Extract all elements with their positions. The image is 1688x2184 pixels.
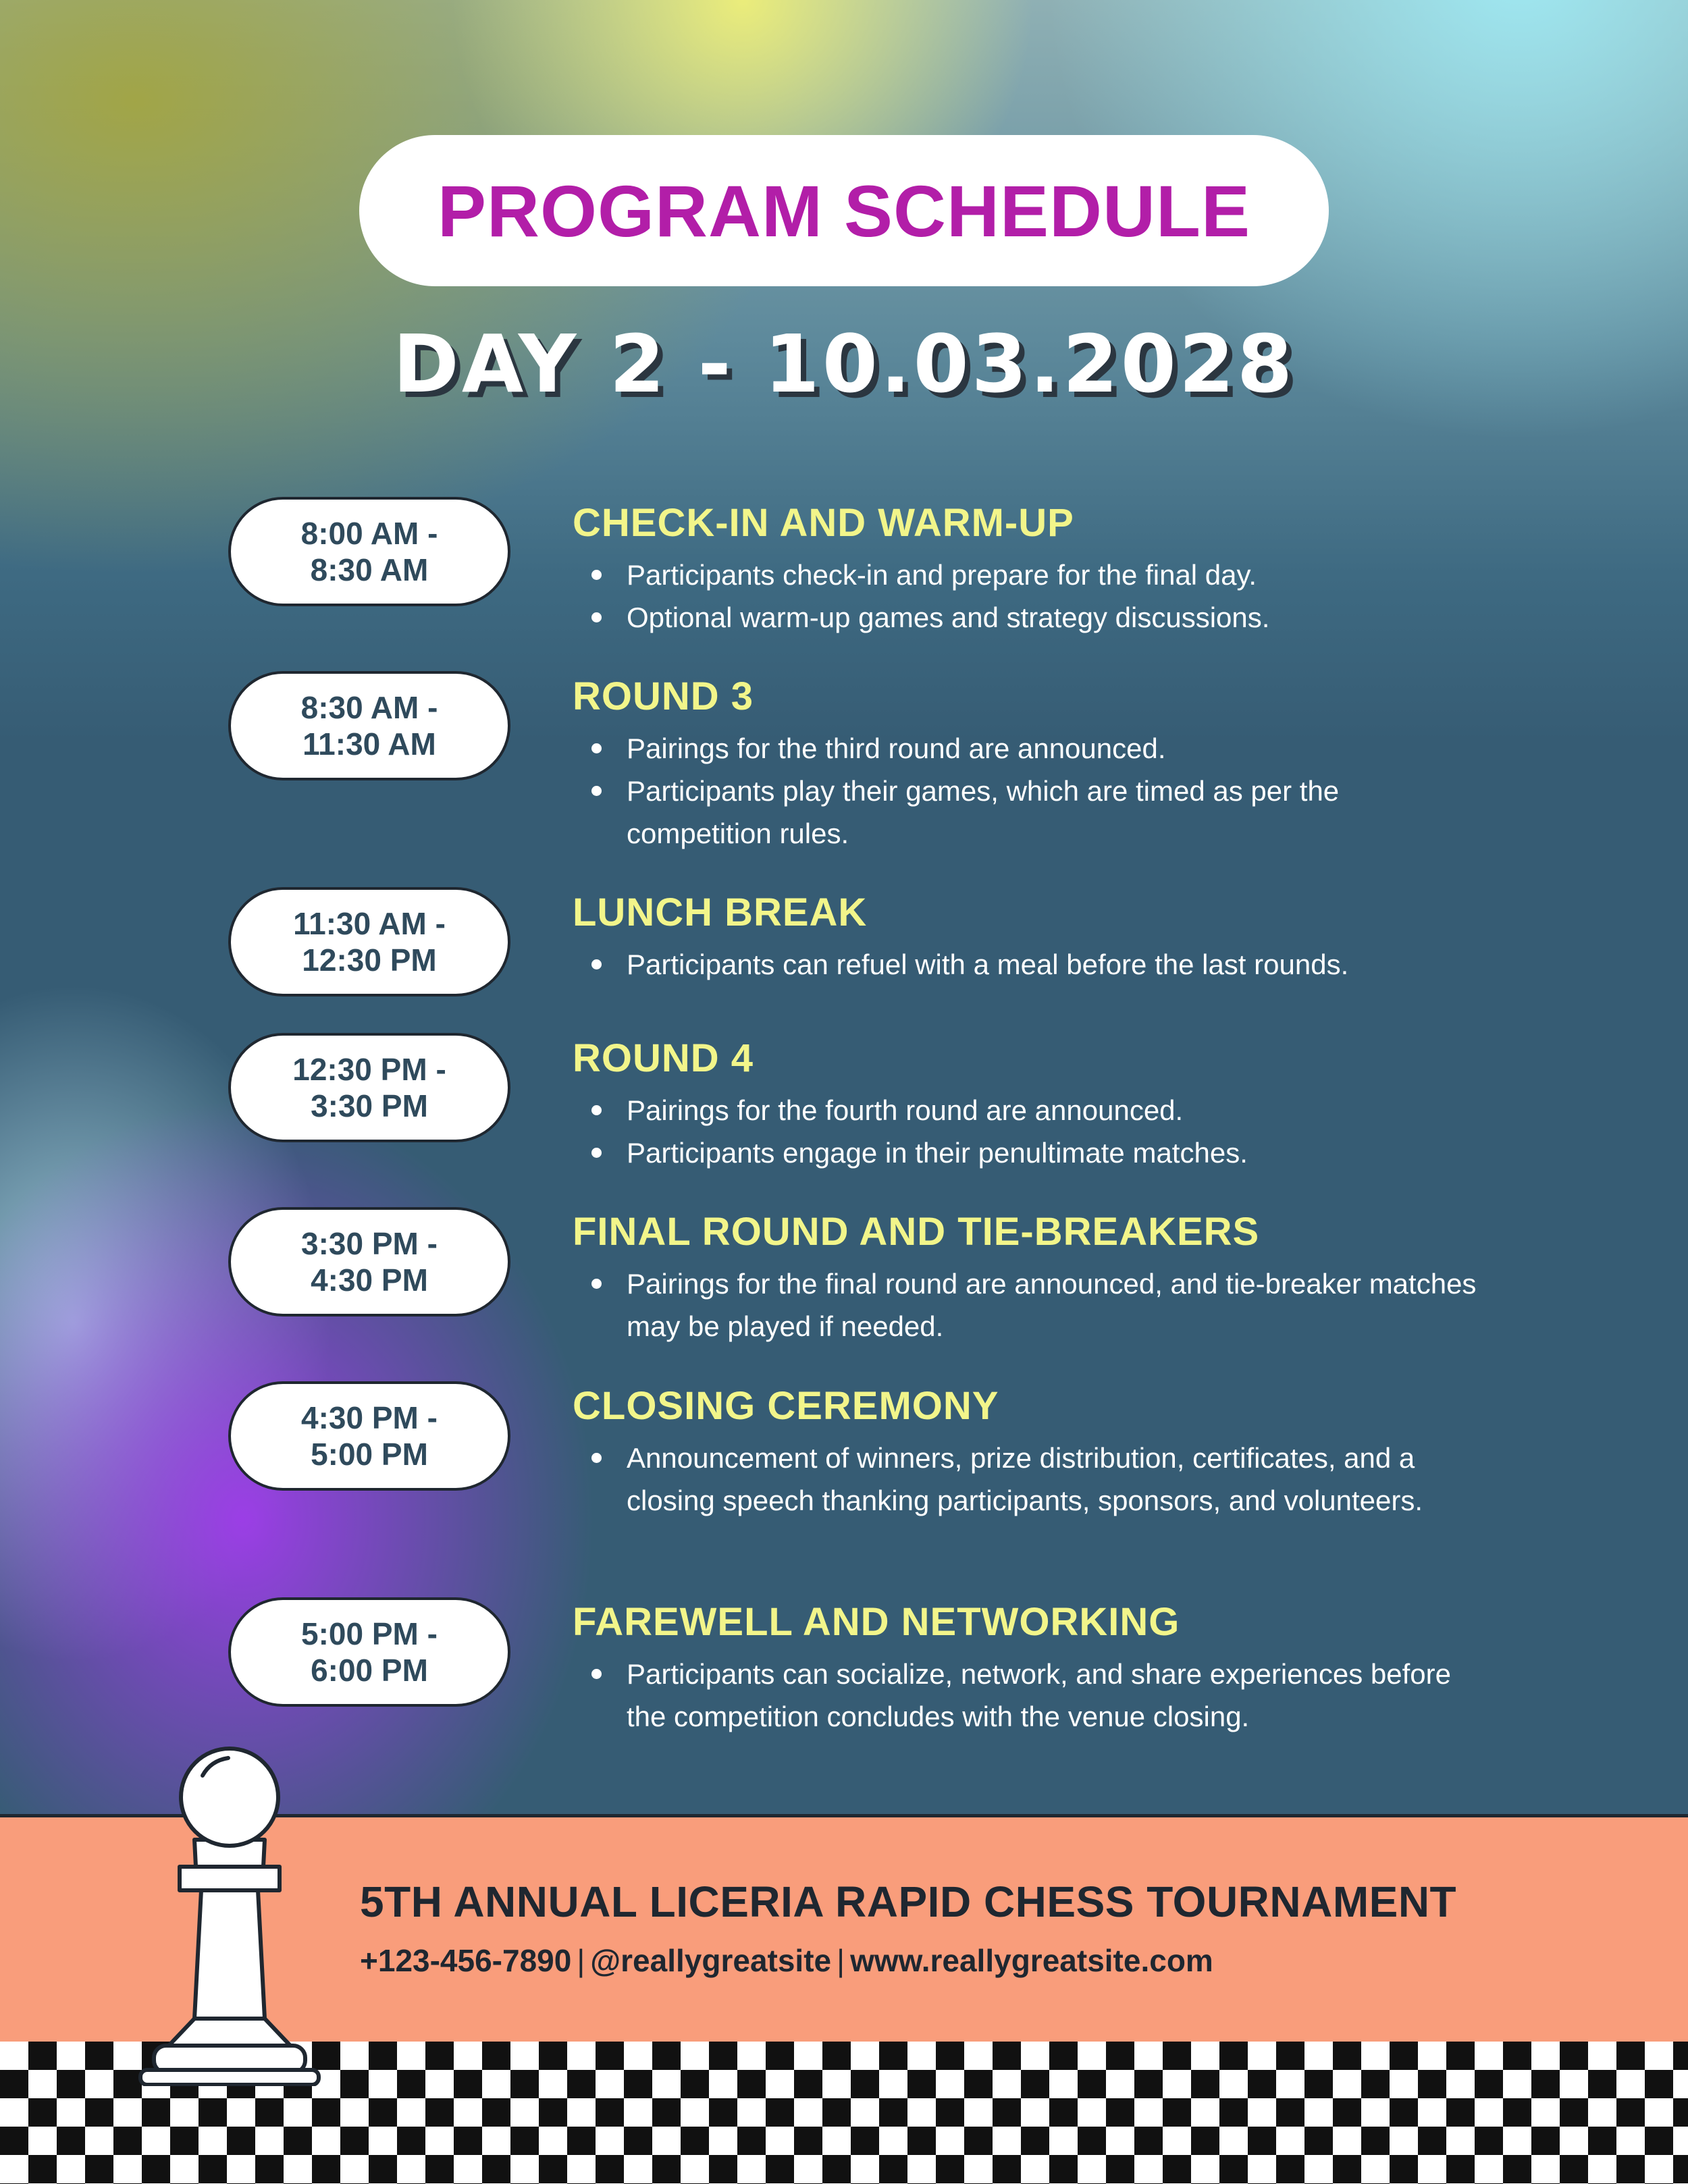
bullet-dot-icon xyxy=(591,1148,602,1158)
time-end: 6:00 PM xyxy=(311,1653,428,1688)
event-bullet xyxy=(573,1089,1491,1131)
bullet-text: Pairings for the third round are announced. xyxy=(627,733,1166,764)
bullet-dot-icon xyxy=(591,612,602,622)
schedule-item xyxy=(573,1383,1491,1522)
time-start: 3:30 PM - xyxy=(301,1226,438,1261)
event-bullets xyxy=(573,554,1491,639)
day-date-heading: DAY 2 - 10.03.2028 xyxy=(392,317,1296,410)
event-bullets xyxy=(573,1089,1491,1174)
time-slot-pill xyxy=(228,1381,510,1491)
bullet-dot-icon xyxy=(591,1105,602,1115)
event-bullets xyxy=(573,1262,1491,1348)
bullet-dot-icon xyxy=(591,1279,602,1289)
bullet-text: Participants check-in and prepare for the final day. xyxy=(627,559,1257,591)
event-title: FAREWELL AND NETWORKING xyxy=(573,1600,1180,1644)
event-bullet xyxy=(573,1437,1491,1522)
time-slot-pill xyxy=(228,671,510,780)
event-title: ROUND 3 xyxy=(573,674,754,718)
title-pill xyxy=(359,135,1329,286)
time-end: 5:00 PM xyxy=(311,1437,428,1472)
bullet-text: Pairings for the final round are announced, and tie-breaker matches may be played if needed. xyxy=(627,1268,1477,1342)
event-bullet xyxy=(573,596,1491,639)
event-bullet xyxy=(573,1653,1491,1738)
bullet-dot-icon xyxy=(591,959,602,969)
event-bullet xyxy=(573,770,1491,855)
time-end: 8:30 AM xyxy=(310,552,429,587)
page-title: PROGRAM SCHEDULE xyxy=(437,169,1251,252)
time-slot-pill xyxy=(228,497,510,606)
bullet-dot-icon xyxy=(591,743,602,753)
bullet-dot-icon xyxy=(591,570,602,580)
bullet-text: Announcement of winners, prize distribution, certificates, and a closing speech thanking participants, sponsors, and volunteers. xyxy=(627,1442,1423,1516)
time-slot-pill xyxy=(228,1033,510,1142)
bullet-text: Participants can refuel with a meal before the last rounds. xyxy=(627,949,1349,980)
social-handle: @reallygreatsite xyxy=(590,1943,832,1978)
event-title: FINAL ROUND AND TIE-BREAKERS xyxy=(573,1210,1260,1254)
event-bullets xyxy=(573,1653,1491,1738)
time-start: 4:30 PM - xyxy=(301,1400,438,1435)
event-bullet xyxy=(573,554,1491,596)
bullet-dot-icon xyxy=(591,786,602,796)
schedule-item xyxy=(573,673,1491,855)
time-slot-pill xyxy=(228,887,510,996)
schedule-item xyxy=(573,1208,1491,1348)
separator: | xyxy=(577,1943,585,1978)
event-title: CHECK-IN AND WARM-UP xyxy=(573,501,1074,545)
bullet-dot-icon xyxy=(591,1453,602,1463)
event-bullet xyxy=(573,943,1491,986)
bullet-text: Participants play their games, which are timed as per the competition rules. xyxy=(627,775,1340,849)
website-link: www.reallygreatsite.com xyxy=(850,1943,1213,1978)
schedule-item xyxy=(573,1035,1491,1174)
time-slot-pill xyxy=(228,1207,510,1316)
bullet-text: Pairings for the fourth round are announced. xyxy=(627,1094,1184,1126)
time-start: 8:30 AM - xyxy=(300,690,438,725)
chess-pawn-icon xyxy=(122,1735,338,2086)
event-bullets xyxy=(573,1437,1491,1522)
time-end: 4:30 PM xyxy=(311,1262,428,1298)
event-bullet xyxy=(573,727,1491,770)
time-start: 8:00 AM - xyxy=(300,516,438,551)
event-title: LUNCH BREAK xyxy=(573,890,868,934)
tournament-name: 5TH ANNUAL LICERIA RAPID CHESS TOURNAMENT xyxy=(360,1877,1457,1926)
schedule-item xyxy=(573,889,1491,986)
event-bullets xyxy=(573,943,1491,986)
bullet-dot-icon xyxy=(591,1669,602,1679)
event-bullet xyxy=(573,1131,1491,1174)
time-start: 5:00 PM - xyxy=(301,1616,438,1651)
time-end: 12:30 PM xyxy=(302,942,437,978)
schedule-item xyxy=(573,1599,1491,1738)
bullet-text: Participants engage in their penultimate matches. xyxy=(627,1137,1248,1169)
contact-line xyxy=(360,1942,1213,1979)
event-bullets xyxy=(573,727,1491,855)
schedule-item xyxy=(573,500,1491,639)
time-slot-pill xyxy=(228,1597,510,1707)
time-start: 11:30 AM - xyxy=(293,906,446,941)
time-end: 3:30 PM xyxy=(311,1088,428,1123)
event-bullet xyxy=(573,1262,1491,1348)
time-start: 12:30 PM - xyxy=(292,1052,446,1087)
separator: | xyxy=(837,1943,845,1978)
event-title: ROUND 4 xyxy=(573,1036,754,1080)
event-title: CLOSING CEREMONY xyxy=(573,1384,999,1428)
phone-number: +123-456-7890 xyxy=(360,1943,572,1978)
bullet-text: Optional warm-up games and strategy discussions. xyxy=(627,602,1270,633)
time-end: 11:30 AM xyxy=(302,726,436,762)
bullet-text: Participants can socialize, network, and share experiences before the competition concludes with the venue closing. xyxy=(627,1658,1451,1732)
